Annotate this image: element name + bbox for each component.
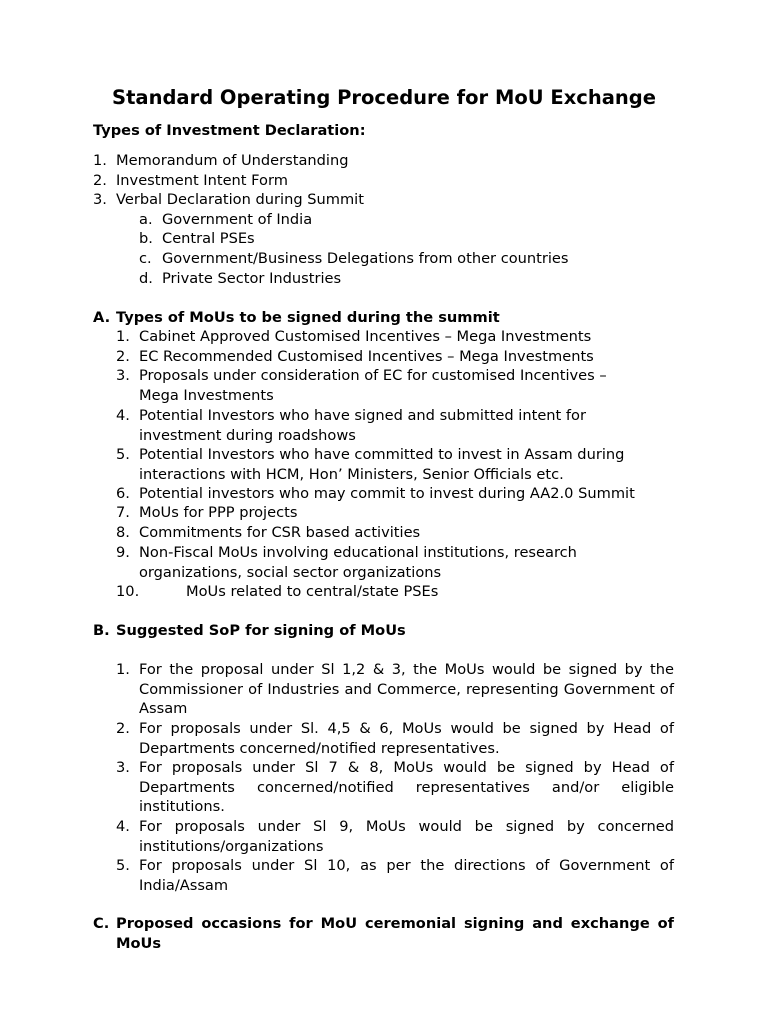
list-text: Verbal Declaration during Summit xyxy=(116,191,364,208)
section-c-heading xyxy=(93,914,683,954)
sub-list-text: Government/Business Delegations from other countries xyxy=(162,250,569,267)
list-text: Cabinet Approved Customised Incentives – Mega Investments xyxy=(139,328,592,345)
list-number: 1. xyxy=(116,328,130,345)
section-b-heading xyxy=(93,621,683,641)
list-text: EC Recommended Customised Incentives – Mega Investments xyxy=(139,348,594,365)
list-item xyxy=(116,406,686,446)
list-number: 2. xyxy=(93,172,107,189)
list-number: 10. xyxy=(116,583,140,600)
list-item xyxy=(93,171,693,191)
list-item xyxy=(116,758,676,818)
section-a-heading xyxy=(93,308,683,328)
list-item xyxy=(116,523,686,543)
sub-list-item xyxy=(139,269,699,289)
document-title: Standard Operating Procedure for MoU Exchange xyxy=(112,86,656,109)
sub-list-text: Government of India xyxy=(162,211,313,228)
sub-list-item xyxy=(139,249,699,269)
list-item xyxy=(116,327,686,347)
list-number: 2. xyxy=(116,720,130,737)
sub-list-item xyxy=(139,229,699,249)
section-label: B. xyxy=(93,622,110,639)
sub-list-letter: a. xyxy=(139,211,153,228)
list-text: Commitments for CSR based activities xyxy=(139,524,421,541)
list-text: Potential Investors who have committed to invest in Assam during interactions with HCM, Hon’ Ministers, Senior Officials etc. xyxy=(139,446,625,483)
list-text: For proposals under Sl 10, as per the directions of Government of India/Assam xyxy=(139,857,674,894)
list-number: 3. xyxy=(116,759,130,776)
list-number: 5. xyxy=(116,446,130,463)
sub-list-letter: d. xyxy=(139,270,153,287)
section-label: A. xyxy=(93,309,111,326)
list-number: 9. xyxy=(116,544,130,561)
section-label: C. xyxy=(93,915,110,932)
list-item xyxy=(116,347,686,367)
list-item xyxy=(116,543,686,583)
list-number: 3. xyxy=(116,367,130,384)
section-title: Types of MoUs to be signed during the summit xyxy=(116,309,500,326)
list-text: For proposals under Sl 7 & 8, MoUs would be signed by Head of Departments concerned/notified representatives and/or eligible institutions. xyxy=(139,759,674,816)
list-text: Memorandum of Understanding xyxy=(116,152,349,169)
list-number: 8. xyxy=(116,524,130,541)
list-text: Proposals under consideration of EC for customised Incentives – Mega Investments xyxy=(139,367,607,404)
list-number: 6. xyxy=(116,485,130,502)
list-number: 4. xyxy=(116,818,130,835)
list-item xyxy=(116,582,686,602)
sub-list-letter: c. xyxy=(139,250,152,267)
list-number: 4. xyxy=(116,407,130,424)
sub-list-text: Central PSEs xyxy=(162,230,255,247)
list-item xyxy=(116,366,686,406)
list-item xyxy=(116,719,676,759)
list-number: 1. xyxy=(93,152,107,169)
list-item xyxy=(116,445,686,485)
sub-list-item xyxy=(139,210,699,230)
list-item xyxy=(116,484,686,504)
list-item xyxy=(116,817,676,857)
list-item xyxy=(116,856,676,896)
declaration-heading: Types of Investment Declaration: xyxy=(93,122,366,139)
list-text: Non-Fiscal MoUs involving educational institutions, research organizations, social sector organizations xyxy=(139,544,577,581)
list-text: For the proposal under Sl 1,2 & 3, the MoUs would be signed by the Commissioner of Industries and Commerce, representing Government of Assam xyxy=(139,661,674,718)
sub-list-letter: b. xyxy=(139,230,153,247)
list-item xyxy=(116,503,686,523)
section-title: Suggested SoP for signing of MoUs xyxy=(116,622,406,639)
sub-list-text: Private Sector Industries xyxy=(162,270,342,287)
list-item xyxy=(93,190,693,210)
list-number: 3. xyxy=(93,191,107,208)
list-text: For proposals under Sl. 4,5 & 6, MoUs would be signed by Head of Departments concerned/notified representatives. xyxy=(139,720,674,757)
list-text: For proposals under Sl 9, MoUs would be signed by concerned institutions/organizations xyxy=(139,818,674,855)
list-item xyxy=(93,151,693,171)
list-text: Potential Investors who have signed and submitted intent for investment during roadshows xyxy=(139,407,586,444)
list-number: 1. xyxy=(116,661,130,678)
list-text: Investment Intent Form xyxy=(116,172,288,189)
list-item xyxy=(116,660,676,720)
list-text: MoUs related to central/state PSEs xyxy=(186,583,439,600)
list-text: Potential investors who may commit to invest during AA2.0 Summit xyxy=(139,485,635,502)
list-number: 7. xyxy=(116,504,130,521)
list-number: 5. xyxy=(116,857,130,874)
list-text: MoUs for PPP projects xyxy=(139,504,298,521)
section-title: Proposed occasions for MoU ceremonial signing and exchange of MoUs xyxy=(116,915,674,952)
list-number: 2. xyxy=(116,348,130,365)
